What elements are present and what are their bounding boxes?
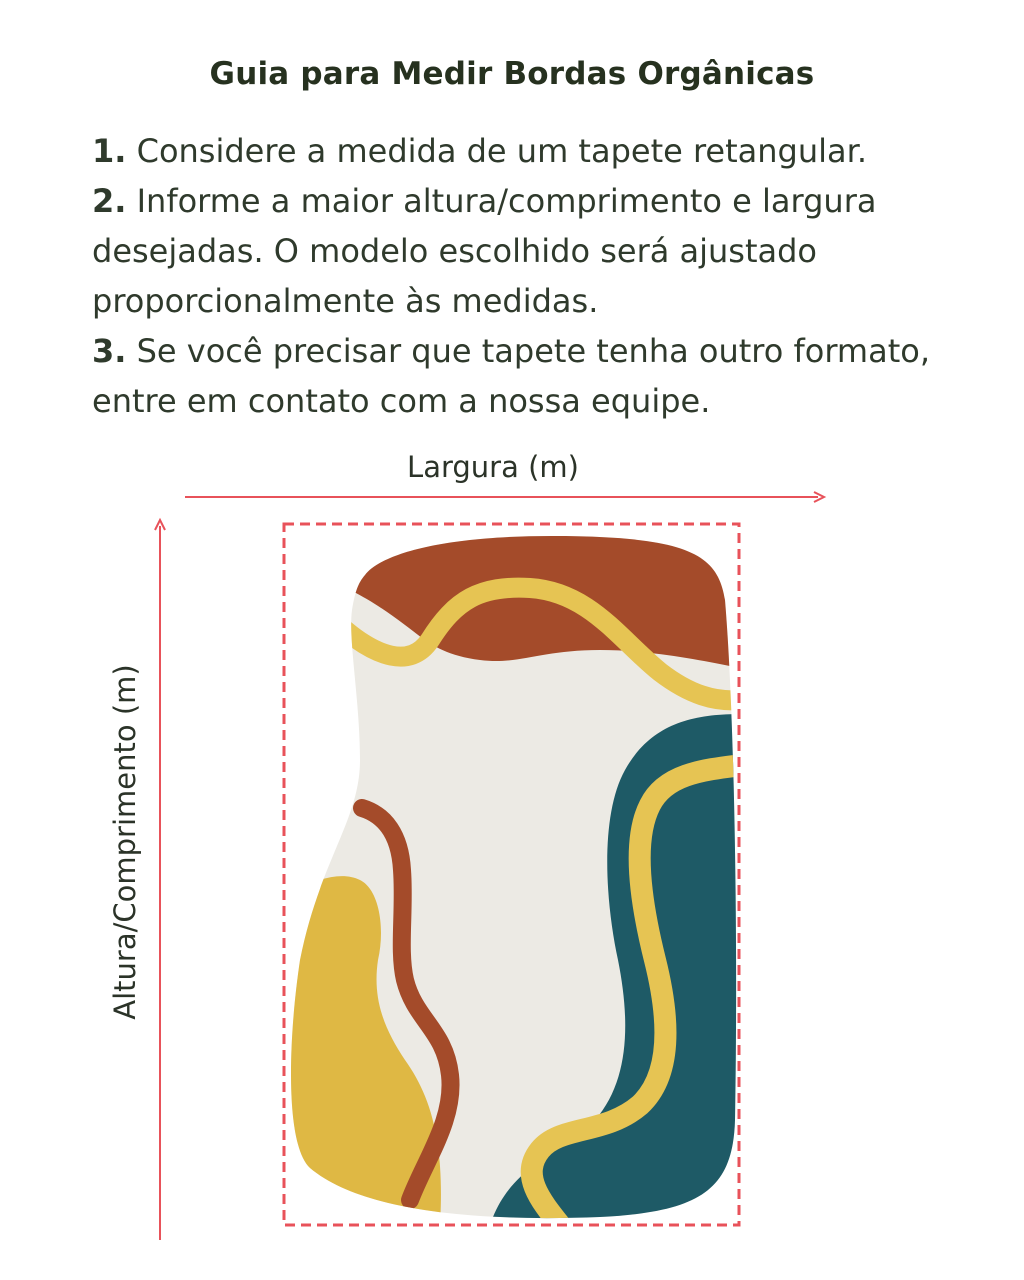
step-number: 1. <box>92 132 127 170</box>
width-arrow <box>185 492 824 502</box>
organic-rug-image <box>280 520 750 1230</box>
height-label: Altura/Comprimento (m) <box>108 664 142 1020</box>
step-number: 3. <box>92 332 127 370</box>
page-title: Guia para Medir Bordas Orgânicas <box>209 56 815 92</box>
step-text: Se você precisar que tapete tenha outro formato, entre em contato com a nossa equipe. <box>92 332 930 420</box>
width-label: Largura (m) <box>407 450 579 484</box>
height-arrow <box>155 520 165 1240</box>
step-number: 2. <box>92 182 127 220</box>
step-text: Considere a medida de um tapete retangular. <box>126 132 868 170</box>
step-text: Informe a maior altura/comprimento e largura desejadas. O modelo escolhido será ajustado proporcionalmente às medidas. <box>92 182 877 320</box>
